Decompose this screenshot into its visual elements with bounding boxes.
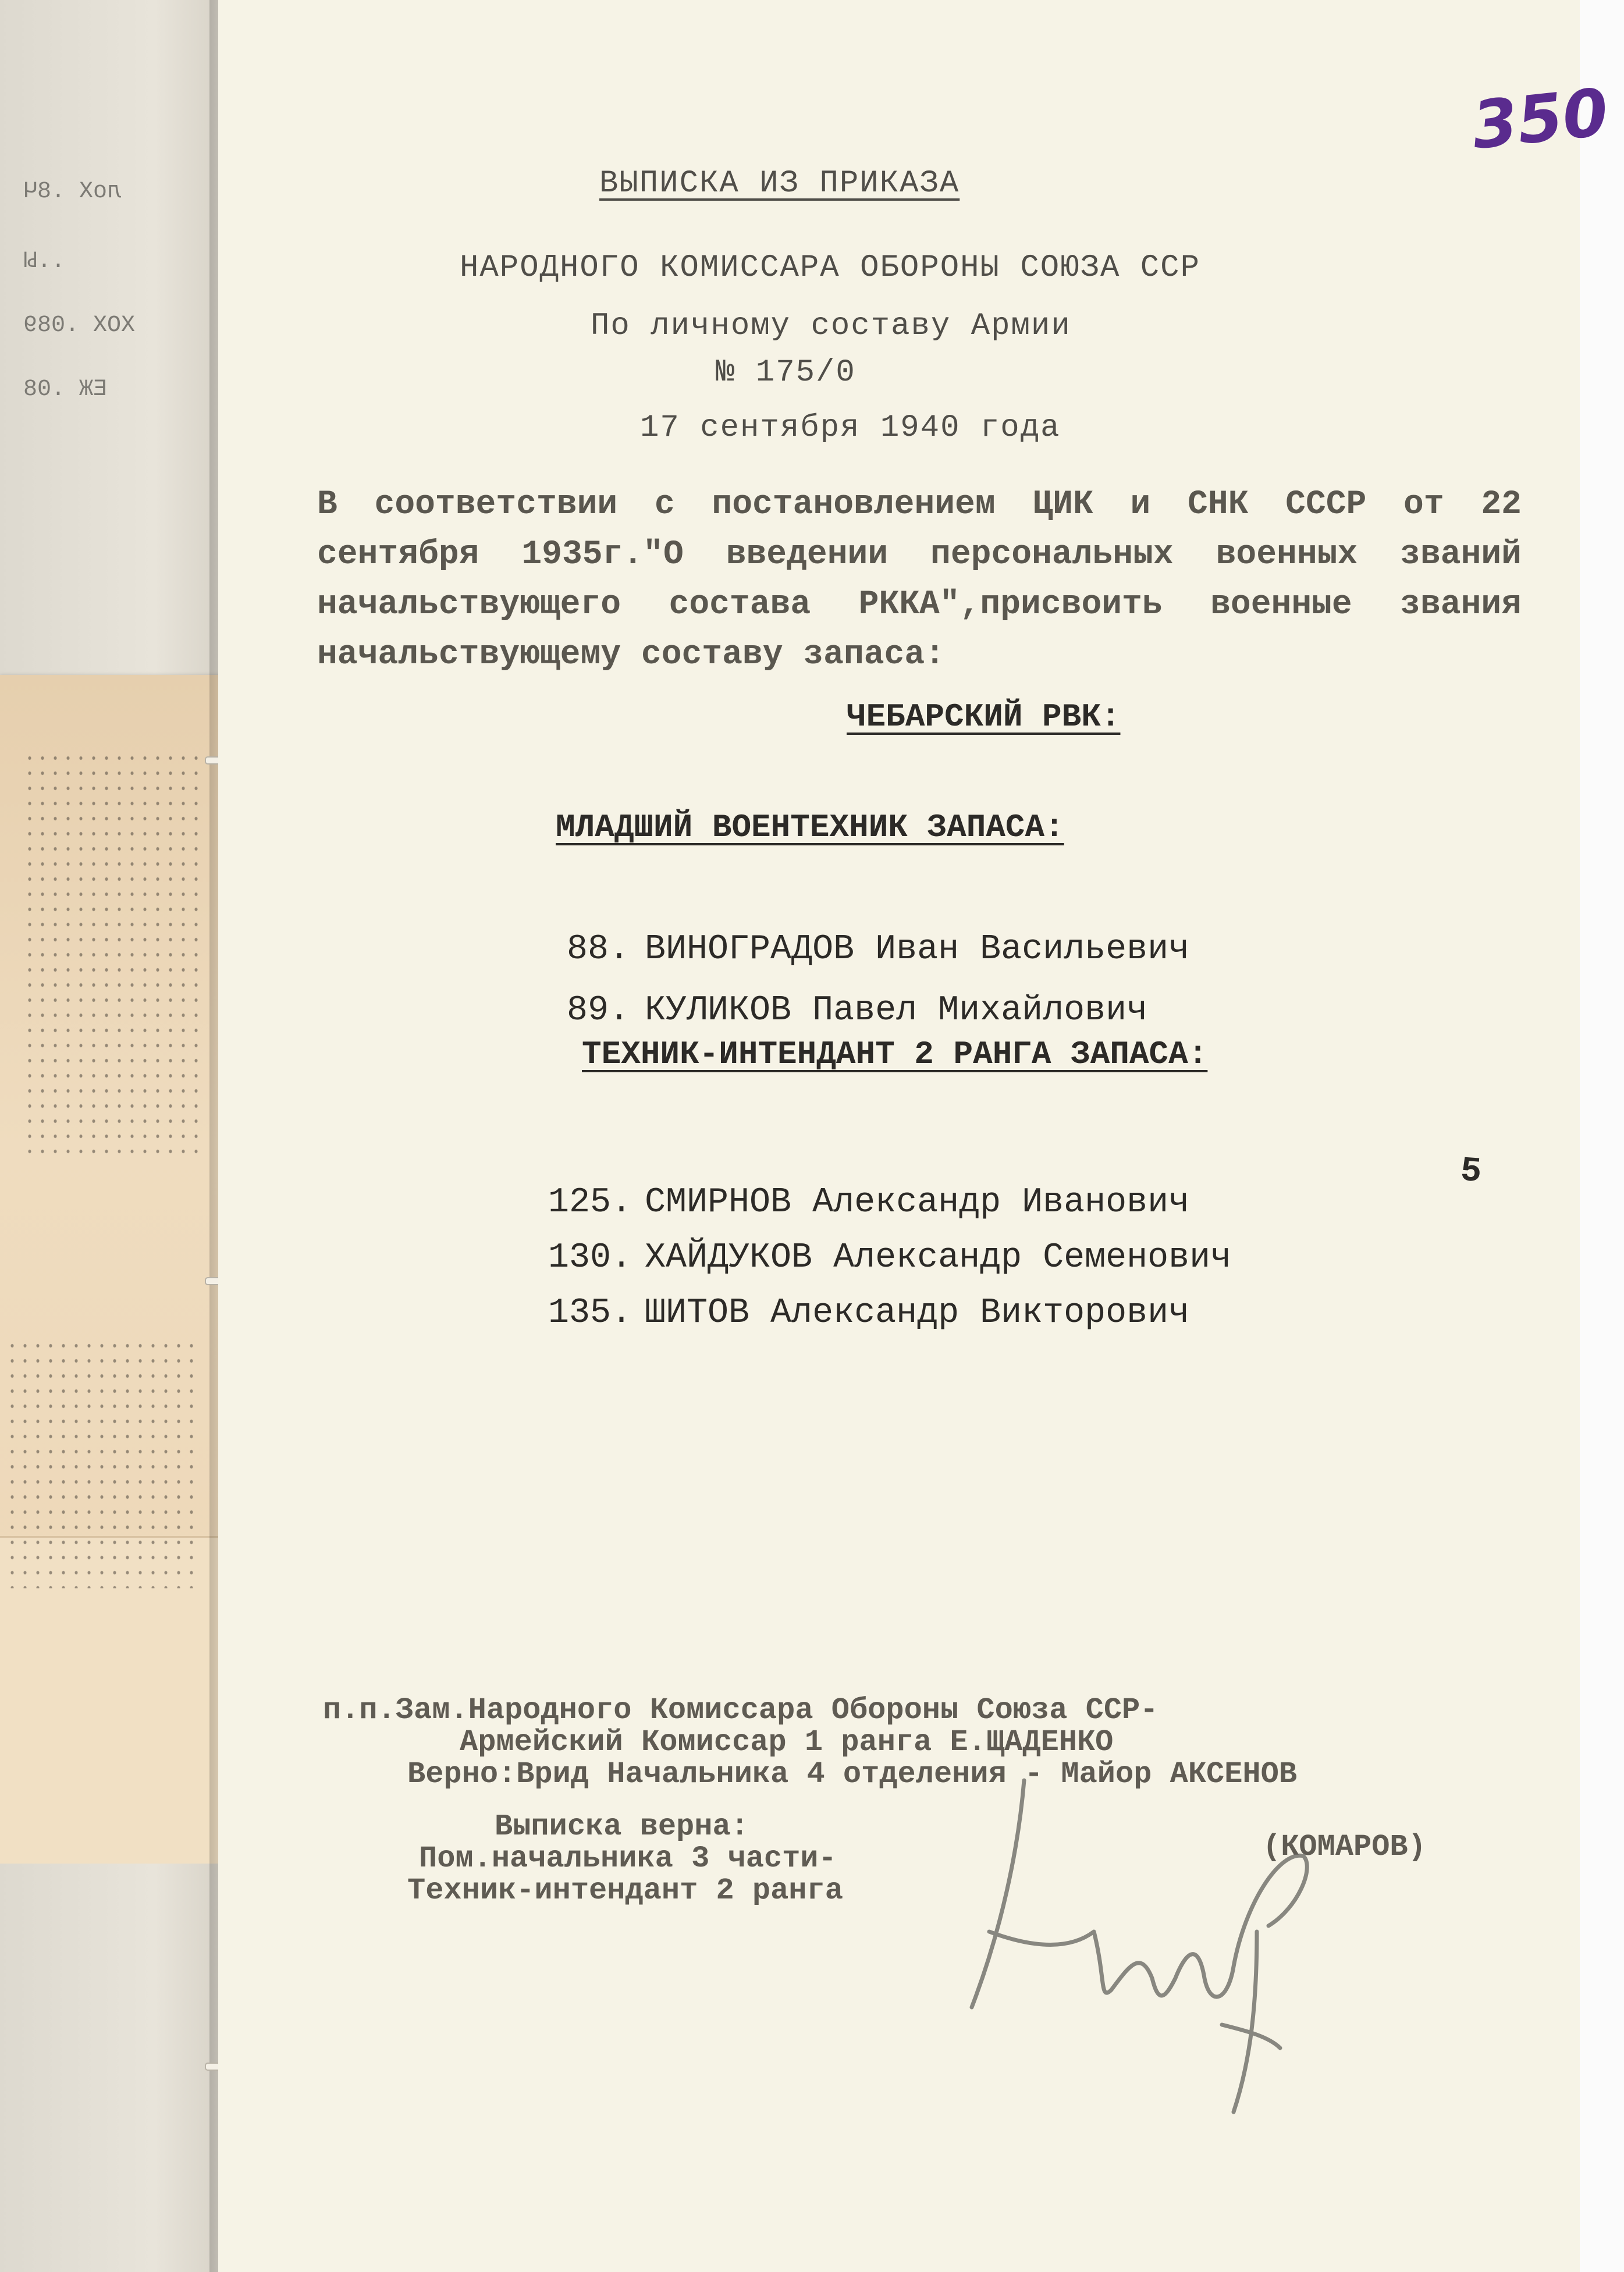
back-page-text-2: ..Ы	[23, 248, 66, 275]
bleed-through-marks-lower	[6, 1338, 198, 1588]
back-page-text-3: ХОХ .089	[23, 312, 136, 339]
signature-line-3: Верно:Врид Начальника 4 отделения - Майор АКСЕНОВ	[407, 1757, 1298, 1791]
margin-mark: 5	[1459, 1151, 1483, 1193]
handwritten-signature	[954, 1757, 1327, 2129]
item-number: 88.	[566, 930, 630, 969]
header-title: ВЫПИСКА ИЗ ПРИКАЗА	[599, 166, 960, 201]
signature-line-6: Техник-интендант 2 ранга	[407, 1873, 843, 1908]
signature-line-5: Пом.начальника 3 части-	[419, 1841, 837, 1876]
rank-heading-1: МЛАДШИЙ ВОЕНТЕХНИК ЗАПАСА:	[556, 809, 1064, 846]
header-subject: По личному составу Армии	[591, 308, 1071, 344]
signature-line-2: Армейский Комиссар 1 ранга Е.ЩАДЕНКО	[460, 1725, 1114, 1759]
item-name: ВИНОГРАДОВ Иван Васильевич	[645, 930, 1190, 969]
list-item	[506, 951, 1147, 1030]
signature-line-1: п.п.Зам.Народного Комиссара Обороны Союза ССР-	[323, 1693, 1159, 1727]
header-authority: НАРОДНОГО КОМИССАРА ОБОРОНЫ СОЮЗА ССР	[460, 250, 1200, 286]
order-paragraph: В соответствии с постановлением ЦИК и СНК СССР от 22 сентября 1935г."О введении персональных военных званий начальствующего состава РККА",присвоить военные звания начальствующему составу запаса:	[317, 486, 1522, 674]
folio-number: 350	[1468, 74, 1612, 164]
rank-heading-2: ТЕХНИК-ИНТЕНДАНТ 2 РАНГА ЗАПАСА:	[582, 1036, 1208, 1073]
back-page-text-4: ЕЖ .08	[23, 376, 108, 403]
header-date: 17 сентября 1940 года	[640, 410, 1061, 446]
list-item	[506, 1254, 1189, 1333]
item-number: 89.	[566, 991, 630, 1030]
item-name: СМИРНОВ Александр Иванович	[645, 1183, 1190, 1222]
item-number: 135.	[548, 1293, 632, 1333]
signature-line-4: Выписка верна:	[495, 1809, 749, 1844]
page-edge	[1580, 0, 1624, 2272]
header-order-number: № 175/0	[716, 355, 856, 390]
item-name: ШИТОВ Александр Викторович	[645, 1293, 1190, 1333]
back-page-text-1: лоХ .8Ч	[23, 179, 122, 205]
item-name: ХАЙДУКОВ Александр Семенович	[645, 1238, 1232, 1278]
item-name: КУЛИКОВ Павел Михайлович	[645, 991, 1148, 1030]
signer-name: (КОМАРОВ)	[1263, 1830, 1426, 1864]
item-number: 130.	[548, 1238, 632, 1278]
unit-heading: ЧЕБАРСКИЙ РВК:	[847, 698, 1121, 735]
bleed-through-marks-upper	[23, 751, 198, 1158]
item-number: 125.	[548, 1183, 632, 1222]
